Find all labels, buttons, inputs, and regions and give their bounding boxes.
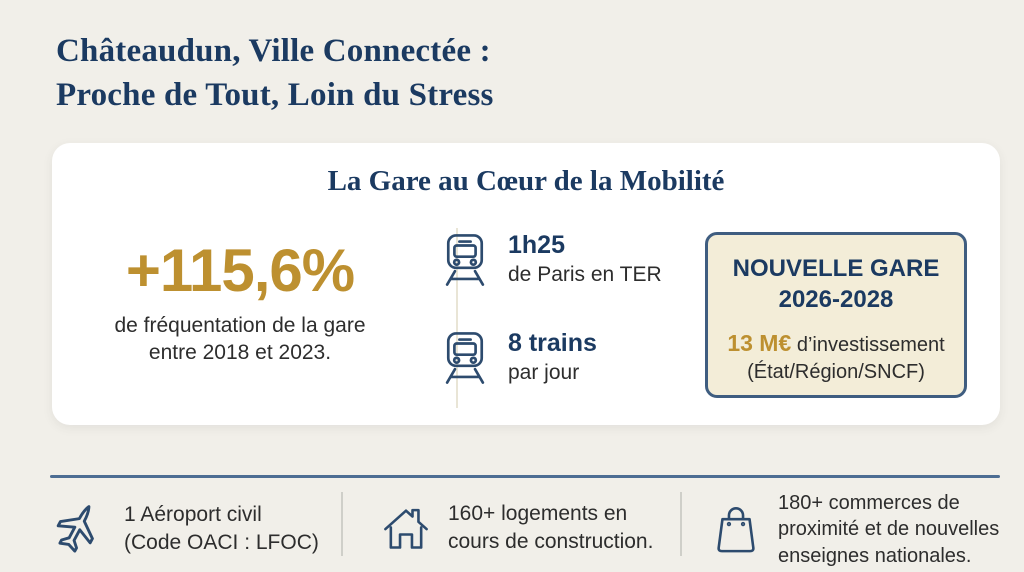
train-fact-daily-value: 8 trains — [508, 329, 597, 357]
new-station-callout — [705, 232, 967, 398]
station-traffic-stat — [70, 239, 410, 367]
mobility-card — [52, 143, 1000, 425]
footer-item-housing-text — [448, 500, 653, 555]
train-icon — [438, 231, 492, 289]
train-fact-paris-value: 1h25 — [508, 231, 565, 259]
callout-amount: 13 M€ — [727, 330, 792, 357]
callout-funders: (État/Région/SNCF) — [747, 361, 925, 384]
footer-item-shops — [710, 490, 999, 569]
callout-title — [708, 253, 964, 315]
page-title-line-2: Proche de Tout, Loin du Stress — [56, 76, 494, 113]
stat-caption-line-2: entre 2018 et 2023. — [148, 341, 332, 365]
callout-investment — [708, 329, 964, 385]
footer-shops-line-1: 180+ commerces de — [778, 492, 960, 514]
footer-divider-rule — [50, 475, 1000, 478]
footer-airport-line-2: (Code OACI : LFOC) — [124, 531, 319, 554]
train-fact-daily-label: par jour — [508, 360, 580, 384]
footer-housing-line-2: cours de construction. — [448, 529, 654, 553]
footer-shops-line-2: proximité et de nouvelles — [778, 518, 1000, 541]
footer-housing-line-1: 160+ logements en — [448, 502, 628, 525]
footer-item-airport — [48, 500, 319, 558]
stat-caption-line-1: de fréquentation de la gare — [114, 314, 366, 337]
shopping-bag-icon — [710, 502, 762, 558]
footer-separator-2 — [680, 492, 682, 556]
footer-airport-line-1: 1 Aéroport civil — [124, 503, 262, 527]
airplane-icon — [48, 500, 106, 558]
train-fact-paris-label: de Paris en TER — [508, 262, 662, 286]
footer-item-airport-text — [124, 501, 319, 556]
footer-shops-line-3: enseignes nationales. — [778, 544, 972, 567]
footer-item-housing — [380, 500, 653, 555]
callout-title-line-2: 2026-2028 — [778, 286, 894, 314]
stat-value: +115,6% — [125, 237, 355, 304]
house-icon — [380, 501, 432, 555]
stat-caption — [70, 312, 410, 367]
train-fact-daily — [438, 329, 597, 387]
page-title — [56, 30, 494, 117]
train-fact-daily-text — [508, 329, 597, 386]
callout-amount-suffix: d’investissement — [791, 334, 945, 357]
callout-title-line-1: NOUVELLE GARE — [732, 255, 940, 282]
train-fact-paris — [438, 231, 662, 289]
train-fact-paris-text — [508, 231, 662, 288]
footer-separator-1 — [341, 492, 343, 556]
train-icon — [438, 329, 492, 387]
page-title-line-1: Châteaudun, Ville Connectée : — [56, 33, 491, 69]
footer-item-shops-text — [778, 490, 999, 569]
card-heading: La Gare au Cœur de la Mobilité — [327, 165, 725, 197]
